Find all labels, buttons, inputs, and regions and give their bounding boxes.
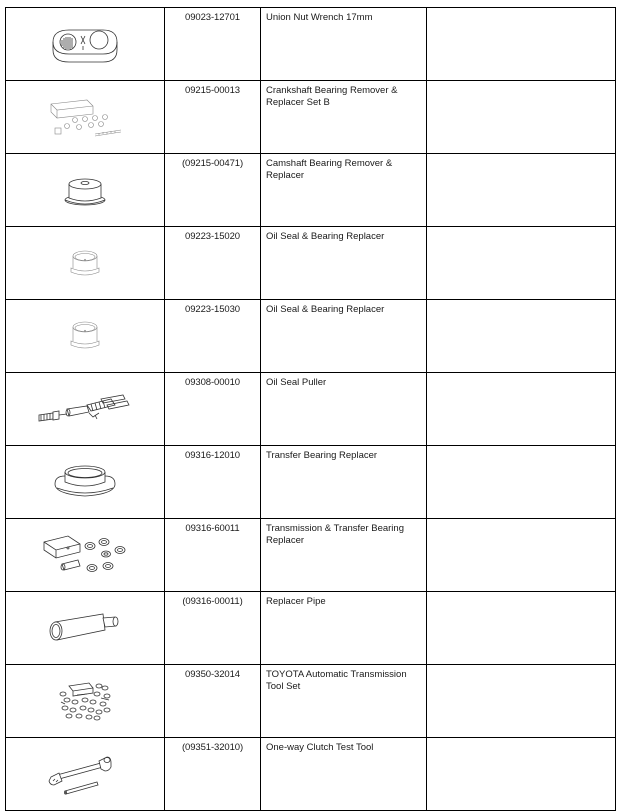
tool-illustration-cell [6,373,165,446]
oil-seal-replacer-illustration [65,317,105,355]
table-row [6,738,616,811]
note-cell [427,373,616,446]
part-number: (09351-32010) [165,738,261,811]
tool-name: Oil Seal & Bearing Replacer [261,227,427,300]
table-row [6,592,616,665]
tool-illustration-cell [6,8,165,81]
tool-illustration-cell [6,446,165,519]
note-cell [427,665,616,738]
table-row [6,227,616,300]
note-cell [427,446,616,519]
part-number: 09223-15030 [165,300,261,373]
note-cell [427,8,616,81]
table-row [6,373,616,446]
oil-seal-replacer-illustration [65,244,105,282]
tool-name: Oil Seal & Bearing Replacer [261,300,427,373]
tool-name: Transmission & Transfer Bearing Replacer [261,519,427,592]
transmission-bearing-set-illustration [40,530,130,580]
tool-name: Crankshaft Bearing Remover & Replacer Set B [261,81,427,154]
part-number: 09350-32014 [165,665,261,738]
automatic-transmission-tool-set-illustration [53,678,117,724]
part-number: (09215-00471) [165,154,261,227]
part-number: 09316-60011 [165,519,261,592]
table-row [6,665,616,738]
tool-name: Union Nut Wrench 17mm [261,8,427,81]
table-row [6,8,616,81]
tool-name: Replacer Pipe [261,592,427,665]
tool-name: Transfer Bearing Replacer [261,446,427,519]
tool-name: One-way Clutch Test Tool [261,738,427,811]
part-number: 09308-00010 [165,373,261,446]
union-nut-wrench-illustration [45,20,125,68]
note-cell [427,154,616,227]
tool-illustration-cell [6,300,165,373]
tool-name: Camshaft Bearing Remover & Replacer [261,154,427,227]
replacer-pipe-illustration [45,608,125,648]
part-number: 09215-00013 [165,81,261,154]
tool-illustration-cell [6,592,165,665]
note-cell [427,519,616,592]
note-cell [427,738,616,811]
part-number: 09223-15020 [165,227,261,300]
part-number: (09316-00011) [165,592,261,665]
note-cell [427,81,616,154]
special-service-tools-table [5,7,616,811]
camshaft-bearing-tool-illustration [60,170,110,210]
crankshaft-bearing-set-illustration [37,94,133,140]
part-number: 09316-12010 [165,446,261,519]
tool-illustration-cell [6,227,165,300]
note-cell [427,300,616,373]
tool-name: TOYOTA Automatic Transmission Tool Set [261,665,427,738]
tool-illustration-cell [6,519,165,592]
tool-illustration-cell [6,154,165,227]
table-row [6,81,616,154]
tool-illustration-cell [6,665,165,738]
table-row [6,300,616,373]
one-way-clutch-test-tool-illustration [45,751,125,797]
note-cell [427,592,616,665]
oil-seal-puller-illustration [35,391,135,427]
table-row [6,519,616,592]
table-row [6,154,616,227]
table-row [6,446,616,519]
tool-illustration-cell [6,738,165,811]
tool-name: Oil Seal Puller [261,373,427,446]
tool-illustration-cell [6,81,165,154]
note-cell [427,227,616,300]
part-number: 09023-12701 [165,8,261,81]
transfer-bearing-replacer-illustration [53,462,117,502]
